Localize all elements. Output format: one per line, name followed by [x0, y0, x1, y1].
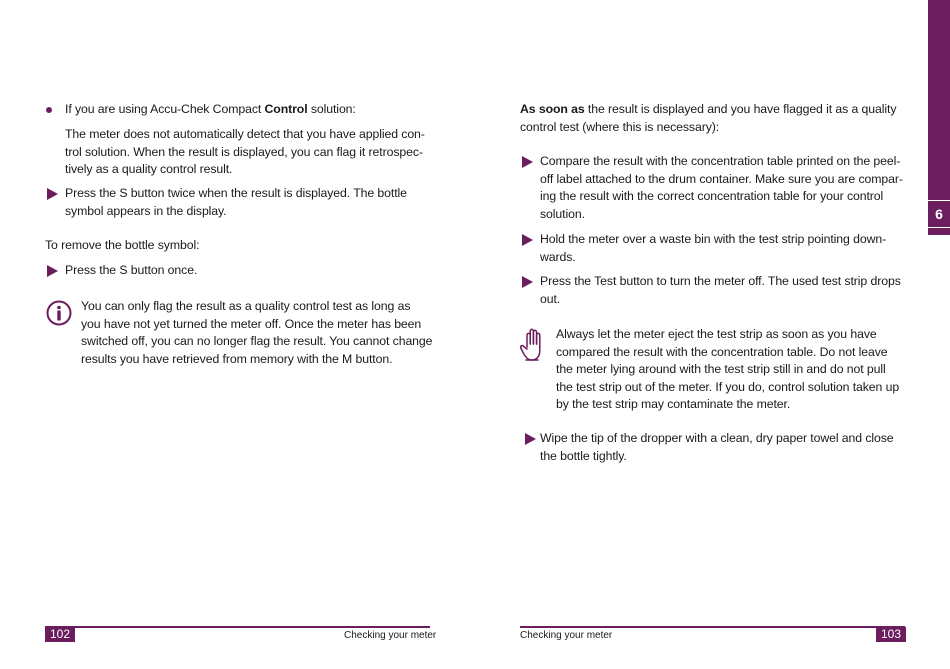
step-hold: Hold the meter over a waste bin with the test strip pointing down- wards. [540, 232, 887, 264]
chapter-tab-base [928, 228, 950, 235]
hand-icon [520, 327, 546, 363]
bullet-dot-icon [46, 107, 52, 113]
chapter-sidebar [928, 0, 950, 200]
right-intro: As soon as the result is displayed and you have flagged it as a quality control test (where this is necessary): [520, 102, 897, 134]
chapter-tab: 6 [928, 201, 950, 227]
step-triangle-icon [522, 156, 533, 168]
footer-rule [45, 626, 430, 628]
control-solution-bullet: If you are using Accu-Chek Compact Control solution: [65, 102, 356, 116]
page-number: 102 [45, 627, 75, 642]
step-compare: Compare the result with the concentration table printed on the peel- off label attached to the drum container. Make sure you are compar- ing the result with the correct concentration table for your control solution. [540, 154, 903, 221]
meter-paragraph: The meter does not automatically detect that you have applied con- trol solution. When the result is displayed, you can flag it retrospec- tively as a quality control result. [65, 127, 425, 177]
info-note: You can only flag the result as a quality control test as long as you have not yet turned the meter off. Once the meter has been switched off, you can no longer flag the result. You cannot change results you have retrieved from memory with the M button. [81, 299, 433, 366]
step-triangle-icon [522, 276, 533, 288]
step-press-test: Press the Test button to turn the meter off. The used test strip drops out. [540, 274, 901, 306]
footer-title: Checking your meter [344, 630, 437, 641]
footer-rule [520, 626, 905, 628]
page-number: 103 [876, 627, 906, 642]
step-triangle-icon [47, 188, 58, 200]
step-wipe: Wipe the tip of the dropper with a clean, dry paper towel and close the bottle tightly. [540, 431, 894, 463]
step-press-s-twice: Press the S button twice when the result is displayed. The bottle symbol appears in the display. [65, 186, 407, 218]
remove-heading: To remove the bottle symbol: [45, 238, 200, 252]
info-icon [46, 300, 72, 326]
step-triangle-icon [47, 265, 58, 277]
footer-title: Checking your meter [520, 630, 613, 641]
step-press-s-once: Press the S button once. [65, 263, 198, 277]
warning-note: Always let the meter eject the test strip as soon as you have compared the result with the concentration table. Do not leave the meter lying around with the test strip still in and do not pull the test strip out of the meter. If you do, control solution taken up by the test strip may contaminate the meter. [556, 327, 900, 412]
step-triangle-icon [522, 234, 533, 246]
right-page [475, 0, 950, 669]
step-triangle-icon [525, 433, 536, 445]
